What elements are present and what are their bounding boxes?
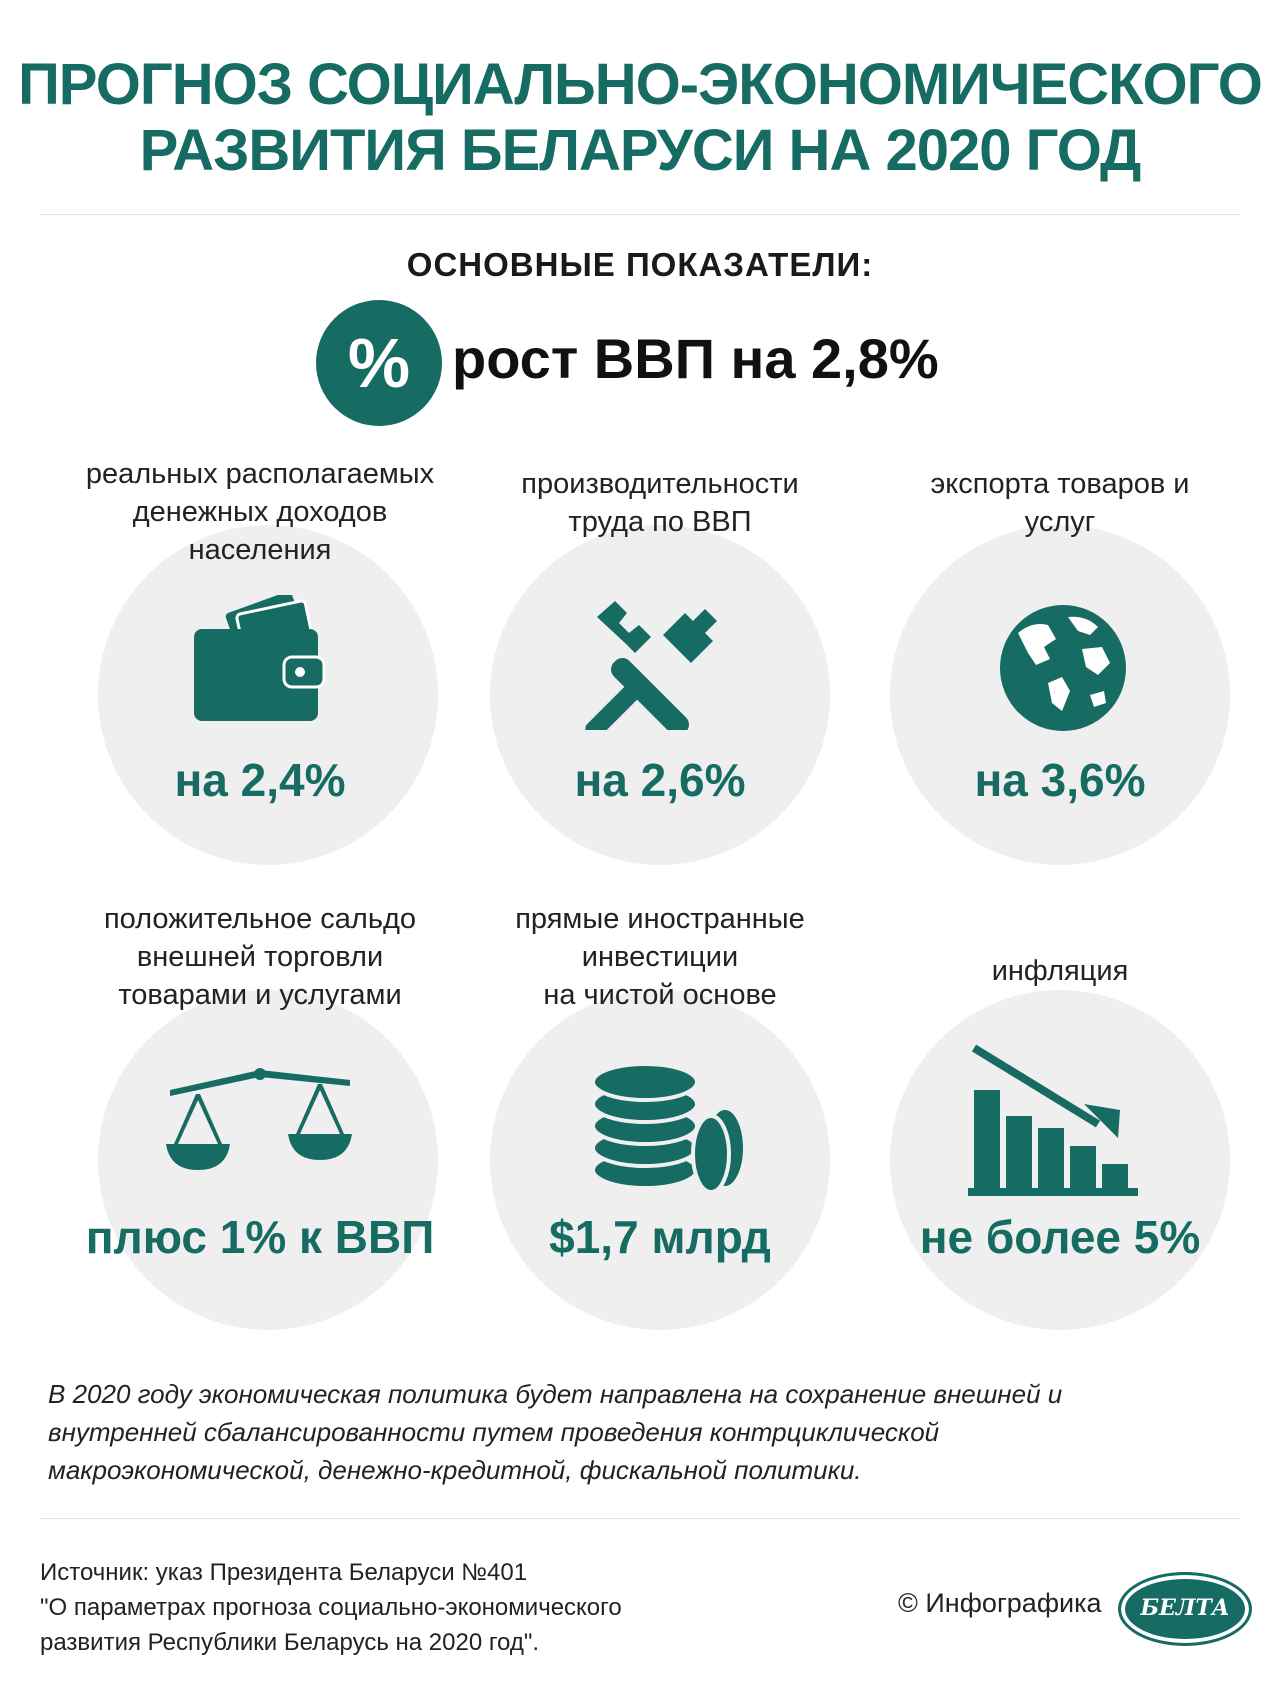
- tools-icon: [585, 595, 735, 730]
- gdp-growth-text: рост ВВП на 2,8%: [452, 327, 939, 390]
- divider-top: [40, 214, 1240, 215]
- percent-icon: %: [316, 300, 442, 426]
- indicator-value: на 3,6%: [974, 754, 1146, 806]
- logo-text: БЕЛТА: [1140, 1595, 1230, 1621]
- section-subtitle: ОСНОВНЫЕ ПОКАЗАТЕЛИ:: [406, 246, 874, 283]
- declining-chart-icon: [968, 1040, 1148, 1200]
- indicator-label: положительное сальдо внешней торговли товарами и услугами: [103, 903, 417, 1011]
- scales-icon: [160, 1060, 360, 1170]
- infographic-credit: © Инфографика: [898, 1588, 1102, 1618]
- indicator-value: не более 5%: [919, 1211, 1201, 1263]
- indicator-value: $1,7 млрд: [549, 1211, 771, 1263]
- title-line-2: РАЗВИТИЯ БЕЛАРУСИ НА 2020 ГОД: [139, 118, 1141, 183]
- globe-icon: [998, 603, 1128, 733]
- belta-logo: [1118, 1572, 1252, 1646]
- title-line-1: ПРОГНОЗ СОЦИАЛЬНО-ЭКОНОМИЧЕСКОГО: [18, 52, 1262, 117]
- divider-bottom: [40, 1518, 1240, 1519]
- indicator-label: инфляция: [991, 955, 1129, 987]
- indicator-label: экспорта товаров и услуг: [930, 468, 1190, 538]
- indicator-label: реальных располагаемых денежных доходов населения: [85, 458, 435, 566]
- page-title: [0, 52, 1280, 184]
- wallet-icon: [190, 595, 330, 725]
- indicator-value: на 2,4%: [174, 754, 346, 806]
- indicator-value: на 2,6%: [574, 754, 746, 806]
- coins-icon: [585, 1060, 755, 1200]
- source-text: Источник: указ Президента Беларуси №401 "О параметрах прогноза социально-экономического развития Республики Беларусь на 2020 год".: [40, 1559, 622, 1656]
- policy-note: В 2020 году экономическая политика будет направлена на сохранение внешней и внутренней сбалансированности путем проведения контрциклической макроэкономической, денежно-кредитной, фискальной политики.: [48, 1379, 1063, 1485]
- indicator-label: производительности труда по ВВП: [521, 468, 799, 538]
- indicator-value: плюс 1% к ВВП: [85, 1211, 435, 1263]
- indicator-label: прямые иностранные инвестиции на чистой основе: [515, 903, 805, 1011]
